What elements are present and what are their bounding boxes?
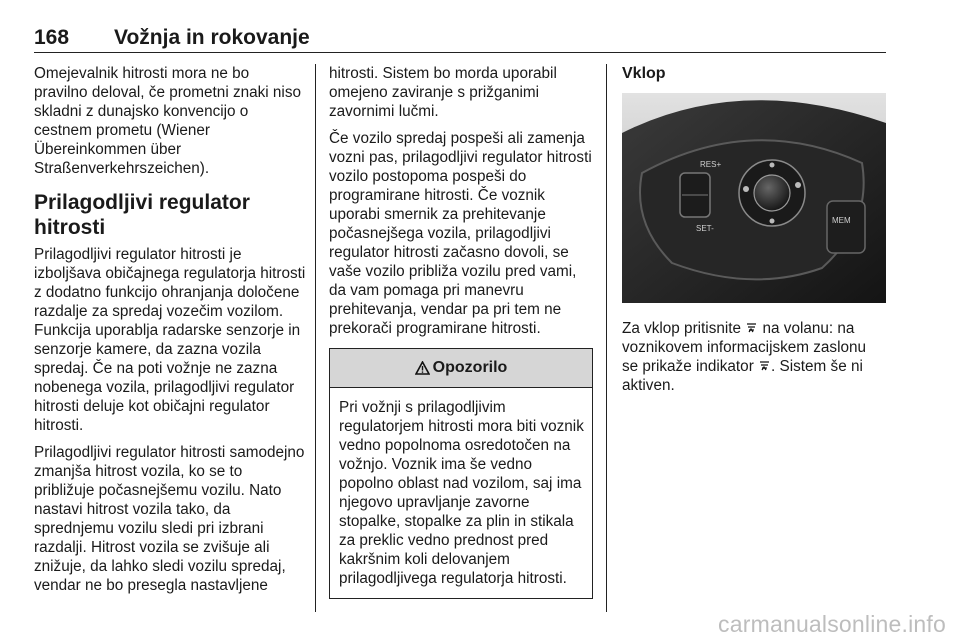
paragraph-activation: Za vklop pritisnite na volanu: na voznikovem informacijskem zaslonu se prikaže indikator . Sistem še ni aktiven. — [622, 320, 866, 394]
warning-title: Opozorilo — [432, 359, 508, 376]
warning-header — [330, 349, 592, 388]
photo-label-res: RES+ — [700, 160, 722, 169]
adaptive-cruise-indicator-icon — [758, 359, 771, 372]
paragraph-traffic-signs: Omejevalnik hitrosti mora ne bo pravilno deloval, če prometni znaki niso skladni z dunajsko konvencijo o cestnem prometu (Wiener Übereinkommen über Straßenverkehrszeichen). — [34, 65, 301, 177]
paragraph-speed-reduction: Prilagodljivi regulator hitrosti samodejno zmanjša hitrost vozila, ko se to približuje počasnejšemu vozilu. Nato nastavi hitrost vozila tako, da sprednjemu vozilu sledi pri izbrani razdalji. Hitrost vozila se zvišuje ali znižuje, da lahko sledi vozilu spredaj, vendar ne bo presegla nastavljene — [34, 444, 305, 594]
paragraph-overtaking: Če vozilo spredaj pospeši ali zamenja vozni pas, prilagodljivi regulator hitrosti vozilo postopoma pospeši do programirane hitrosti. Če voznik uporabi smernik za prehitevanje počasnejšega vozila, prilagodljivi regulator hitrosti začasno dovoli, se vaše vozilo približa vozilu pred vami, da vam pomaga pri manevru prehitevanja, vendar pa pri tem ne prekorači programirane hitrosti. — [329, 130, 592, 337]
column-middle — [329, 64, 593, 599]
paragraph-intro: Prilagodljivi regulator hitrosti je izboljšava običajnega regulatorja hitrosti z dodatno funkcijo ohranjanja določene razdalje za spredaj vozečim vozilom. Funkcija uporablja radarske senzorje in senzorje kamere, da zazna vozila spredaj. Če na poti vožnje ne zazna nobenega vozila, prilagodljivi regulator hitrosti deluje kot običajni regulator hitrosti. — [34, 246, 306, 434]
chapter-title: Vožnja in rokovanje — [114, 26, 310, 49]
warning-box — [329, 348, 593, 599]
adaptive-cruise-icon — [745, 321, 758, 334]
section-heading-activation: Vklop — [622, 65, 666, 82]
column-divider-1 — [315, 64, 316, 612]
photo-label-set: SET- — [696, 224, 714, 233]
page-header — [34, 22, 886, 53]
paragraph-braking: hitrosti. Sistem bo morda uporabil omejeno zaviranje s prižganimi zavornimi lučmi. — [329, 65, 557, 120]
watermark: carmanualsonline.info — [718, 611, 946, 637]
section-heading-adaptive-cruise: Prilagodljivi regulator hitrosti — [34, 191, 250, 239]
warning-triangle-icon — [415, 361, 430, 375]
column-right — [622, 64, 886, 403]
column-left — [34, 64, 306, 603]
column-divider-2 — [606, 64, 607, 612]
photo-label-mem: MEM — [832, 216, 851, 225]
warning-text: Pri vožnji s prilagodljivim regulatorjem hitrosti mora biti voznik vedno popolnoma osredotočen na vožnjo. Voznik ima še vedno popolno oblast nad vozilom, saj ima njegovo upravljanje zavorne stopalke, stopalke za plin in stikala za preklic vedno prednost pred kakršnim koli delovanjem prilagodljivega regulatorja hitrosti. — [339, 399, 584, 587]
page-number: 168 — [34, 26, 70, 49]
steering-wheel-controls-photo — [622, 93, 886, 303]
